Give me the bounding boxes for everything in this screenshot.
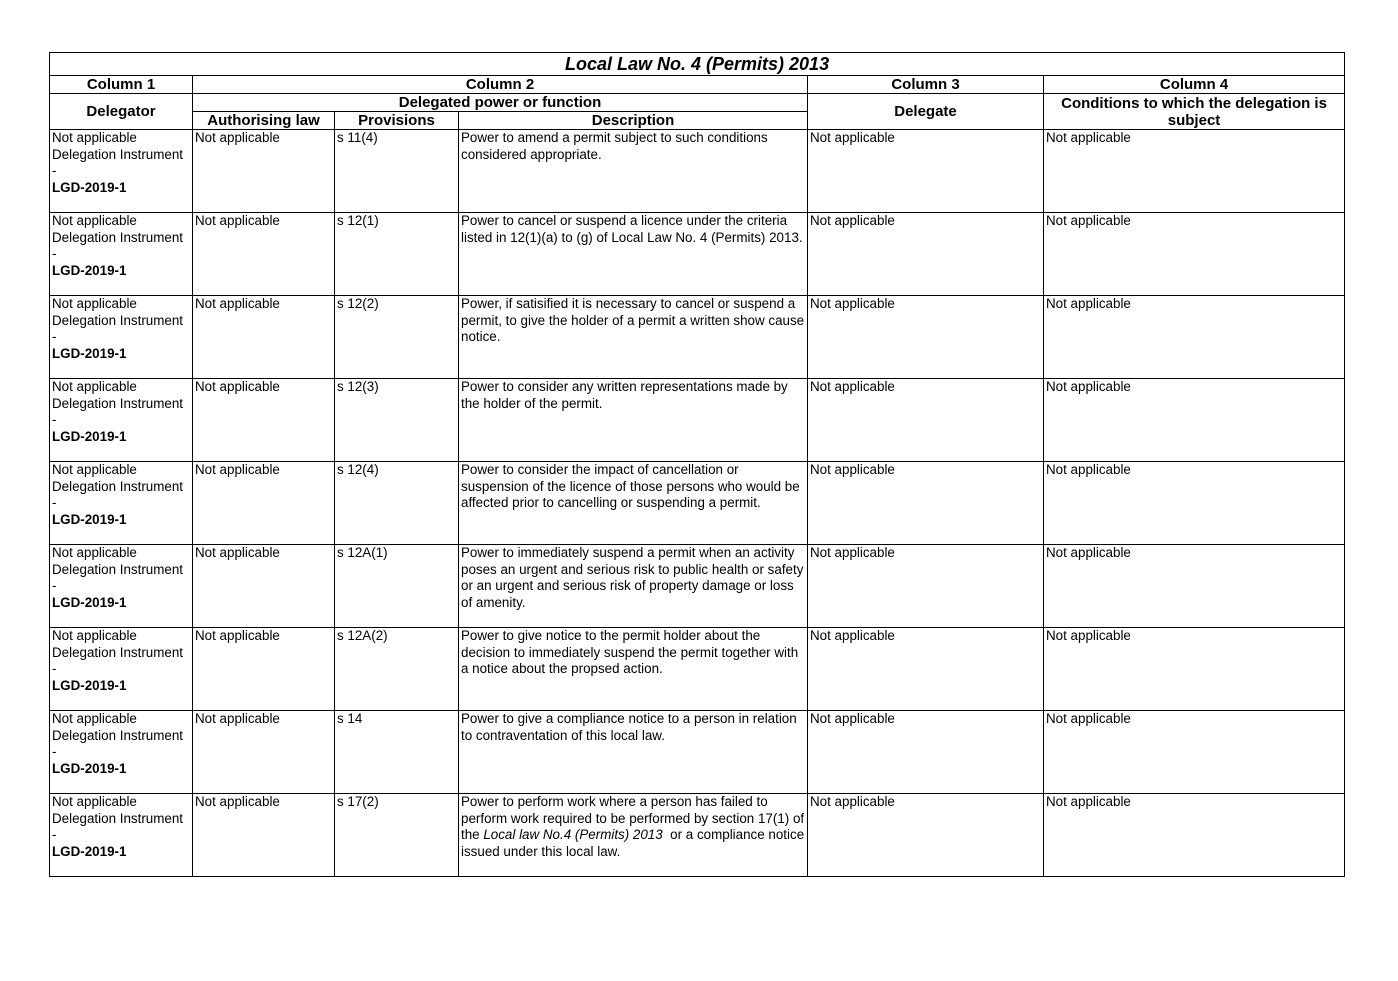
authorising-law-cell: Not applicable [193, 462, 335, 545]
column-4-header: Column 4 [1044, 76, 1345, 94]
conditions-cell: Not applicable [1044, 794, 1345, 877]
delegation-instrument-label: Delegation Instrument - [52, 727, 184, 759]
delegator-text: Not applicable [52, 213, 137, 228]
conditions-cell: Not applicable [1044, 628, 1345, 711]
provision-cell: s 12(2) [335, 296, 459, 379]
delegation-instrument-id: LGD-2019-1 [52, 594, 127, 610]
delegate-cell: Not applicable [808, 296, 1044, 379]
delegator-text: Not applicable [52, 130, 137, 145]
authorising-law-cell: Not applicable [193, 296, 335, 379]
provision-cell: s 12(1) [335, 213, 459, 296]
conditions-cell: Not applicable [1044, 296, 1345, 379]
authorising-law-cell: Not applicable [193, 213, 335, 296]
description-cell: Power to consider any written representations made by the holder of the permit. [459, 379, 808, 462]
conditions-cell: Not applicable [1044, 213, 1345, 296]
delegation-instrument-label: Delegation Instrument - [52, 312, 184, 344]
delegation-instrument-id: LGD-2019-1 [52, 843, 127, 859]
delegate-cell: Not applicable [808, 545, 1044, 628]
table-row [50, 379, 1345, 462]
delegation-instrument-label: Delegation Instrument - [52, 644, 184, 676]
description-cell: Power to cancel or suspend a licence under the criteria listed in 12(1)(a) to (g) of Local Law No. 4 (Permits) 2013. [459, 213, 808, 296]
delegate-cell: Not applicable [808, 628, 1044, 711]
conditions-cell: Not applicable [1044, 545, 1345, 628]
delegator-text: Not applicable [52, 379, 137, 394]
delegated-power-header: Delegated power or function [193, 94, 808, 112]
description-cell: Power to give a compliance notice to a person in relation to contraventation of this local law. [459, 711, 808, 794]
conditions-cell: Not applicable [1044, 711, 1345, 794]
delegator-cell [50, 545, 193, 628]
delegation-table [49, 52, 1345, 877]
description-cell: Power to amend a permit subject to such conditions considered appropriate. [459, 130, 808, 213]
delegator-cell [50, 130, 193, 213]
authorising-law-cell: Not applicable [193, 628, 335, 711]
delegation-instrument-id: LGD-2019-1 [52, 345, 127, 361]
delegate-cell: Not applicable [808, 379, 1044, 462]
delegate-cell: Not applicable [808, 711, 1044, 794]
table-row [50, 213, 1345, 296]
delegation-instrument-id: LGD-2019-1 [52, 179, 127, 195]
authorising-law-cell: Not applicable [193, 545, 335, 628]
table-row [50, 794, 1345, 877]
authorising-law-header: Authorising law [193, 112, 335, 130]
conditions-cell: Not applicable [1044, 130, 1345, 213]
table-row [50, 628, 1345, 711]
provision-cell: s 11(4) [335, 130, 459, 213]
delegation-instrument-label: Delegation Instrument - [52, 561, 184, 593]
delegator-text: Not applicable [52, 462, 137, 477]
column-1-header: Column 1 [50, 76, 193, 94]
description-cell [459, 794, 808, 877]
delegate-cell: Not applicable [808, 462, 1044, 545]
delegator-cell [50, 794, 193, 877]
delegator-text: Not applicable [52, 794, 137, 809]
description-cell: Power to give notice to the permit holder about the decision to immediately suspend the permit together with a notice about the propsed action. [459, 628, 808, 711]
delegator-cell [50, 213, 193, 296]
delegator-header: Delegator [50, 94, 193, 130]
table-row [50, 296, 1345, 379]
column-3-header: Column 3 [808, 76, 1044, 94]
authorising-law-cell: Not applicable [193, 130, 335, 213]
delegation-instrument-label: Delegation Instrument - [52, 229, 184, 261]
delegator-cell [50, 462, 193, 545]
delegator-text: Not applicable [52, 628, 137, 643]
delegator-cell [50, 379, 193, 462]
delegation-instrument-id: LGD-2019-1 [52, 511, 127, 527]
authorising-law-cell: Not applicable [193, 379, 335, 462]
delegation-instrument-id: LGD-2019-1 [52, 760, 127, 776]
delegator-text: Not applicable [52, 711, 137, 726]
delegator-cell [50, 628, 193, 711]
delegator-text: Not applicable [52, 545, 137, 560]
provision-cell: s 17(2) [335, 794, 459, 877]
provision-cell: s 12A(2) [335, 628, 459, 711]
provision-cell: s 14 [335, 711, 459, 794]
delegation-instrument-id: LGD-2019-1 [52, 428, 127, 444]
table-row [50, 711, 1345, 794]
authorising-law-cell: Not applicable [193, 794, 335, 877]
delegate-header: Delegate [808, 94, 1044, 130]
delegator-cell [50, 296, 193, 379]
provision-cell: s 12(3) [335, 379, 459, 462]
delegate-cell: Not applicable [808, 794, 1044, 877]
description-cell: Power, if satisified it is necessary to cancel or suspend a permit, to give the holder of a permit a written show cause notice. [459, 296, 808, 379]
delegation-instrument-label: Delegation Instrument - [52, 810, 184, 842]
description-header: Description [459, 112, 808, 130]
delegation-instrument-label: Delegation Instrument - [52, 478, 184, 510]
provision-cell: s 12(4) [335, 462, 459, 545]
delegation-instrument-label: Delegation Instrument - [52, 395, 184, 427]
description-cell: Power to consider the impact of cancellation or suspension of the licence of those persons who would be affected prior to cancelling or suspending a permit. [459, 462, 808, 545]
delegator-text: Not applicable [52, 296, 137, 311]
provision-cell: s 12A(1) [335, 545, 459, 628]
table-row [50, 462, 1345, 545]
provisions-header: Provisions [335, 112, 459, 130]
delegation-instrument-id: LGD-2019-1 [52, 262, 127, 278]
conditions-cell: Not applicable [1044, 379, 1345, 462]
delegation-instrument-id: LGD-2019-1 [52, 677, 127, 693]
conditions-header: Conditions to which the delegation is subject [1044, 94, 1345, 130]
description-text: or a compliance notice issued under this local law. [461, 827, 808, 859]
description-cell: Power to immediately suspend a permit when an activity poses an urgent and serious risk to public health or safety or an urgent and serious risk of property damage or loss of amenity. [459, 545, 808, 628]
table-row [50, 130, 1345, 213]
conditions-cell: Not applicable [1044, 462, 1345, 545]
delegator-cell [50, 711, 193, 794]
delegate-cell: Not applicable [808, 130, 1044, 213]
law-title-reference: Local law No.4 (Permits) 2013 [483, 827, 663, 842]
table-row [50, 545, 1345, 628]
table-title: Local Law No. 4 (Permits) 2013 [50, 53, 1345, 76]
delegation-instrument-label: Delegation Instrument - [52, 146, 184, 178]
authorising-law-cell: Not applicable [193, 711, 335, 794]
description-text: Power to perform work where a person has failed to perform work required to be performed by section 17(1) of the [461, 794, 805, 842]
delegate-cell: Not applicable [808, 213, 1044, 296]
column-2-header: Column 2 [193, 76, 808, 94]
